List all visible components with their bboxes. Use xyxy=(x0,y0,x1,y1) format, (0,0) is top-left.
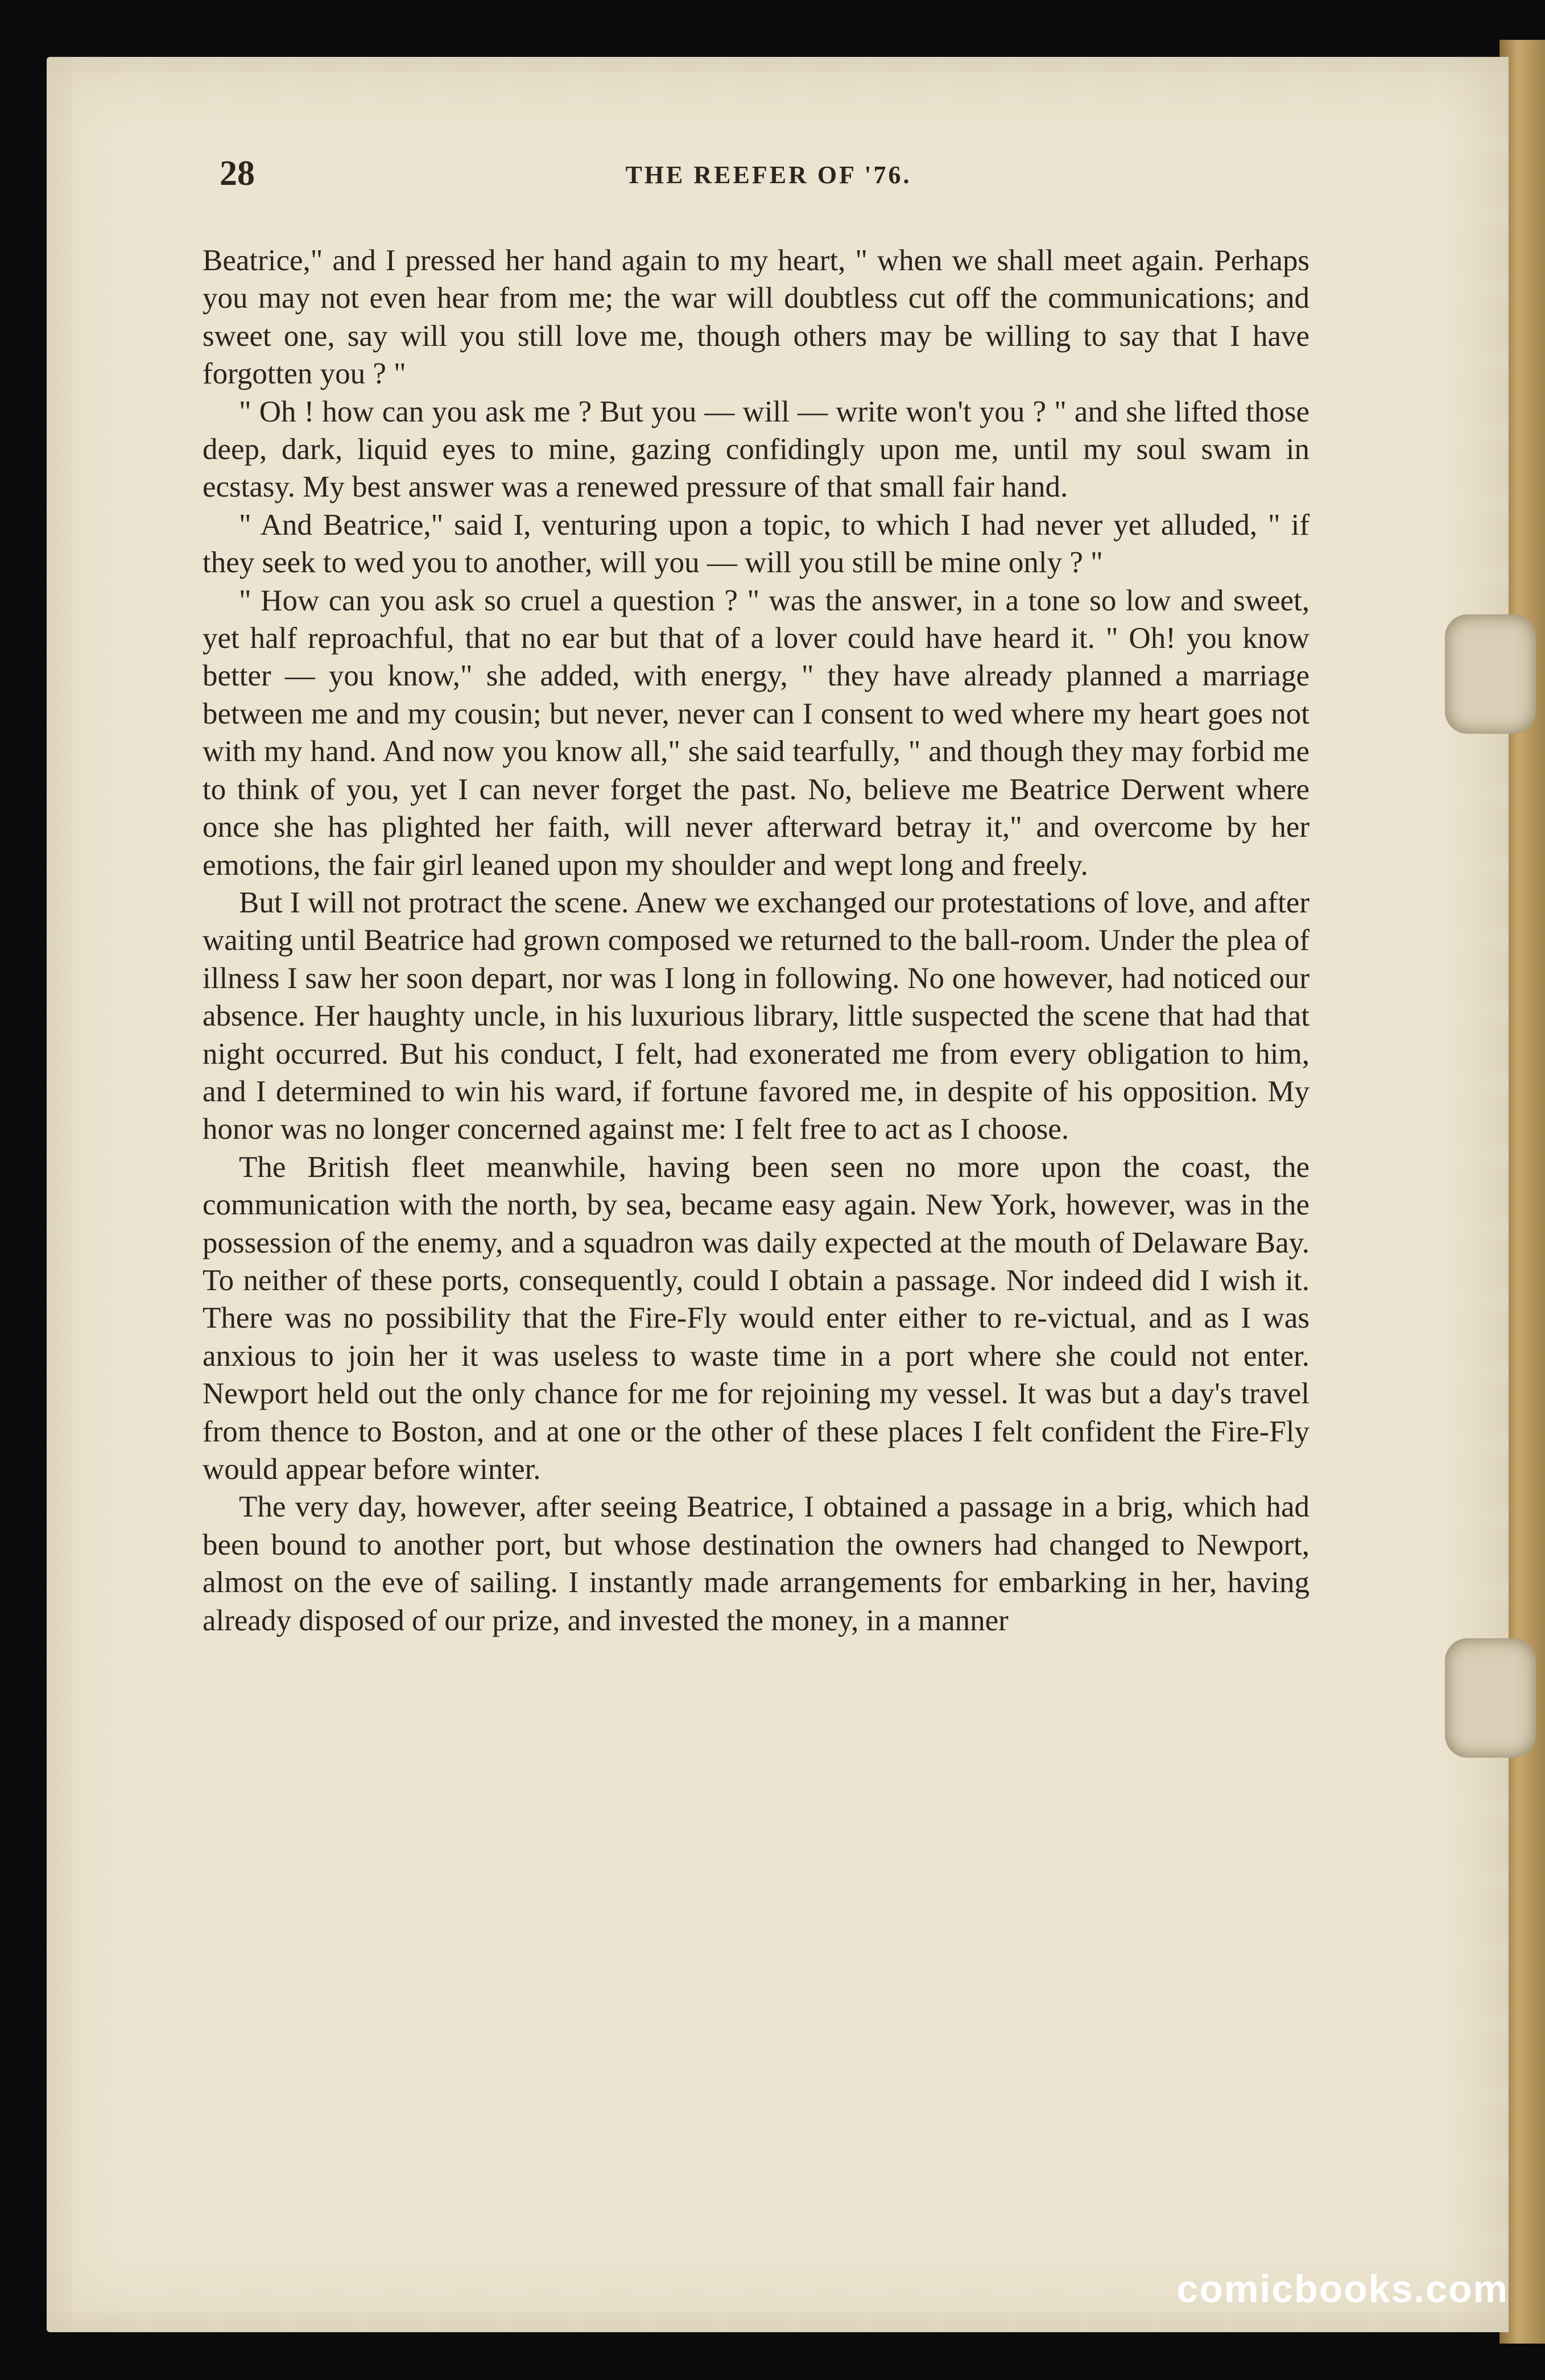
binding-tab-upper xyxy=(1445,614,1536,734)
paragraph: But I will not protract the scene. Anew we exchanged our protestations of love, and after waiting until Beatrice had grown composed we returned to the ball-room. Under the plea of illness I saw her soon depart, nor was I long in following. No one however, had noticed our absence. Her haughty uncle, in his luxurious library, little suspected the scene that had that night occurred. But his conduct, I felt, had exonerated me from every obligation to him, and I determined to win his ward, if fortune favored me, in despite of his opposition. My honor was no longer concerned against me: I felt free to act as I choose. xyxy=(203,886,1309,1146)
body-text xyxy=(203,242,1309,1639)
paragraph: " How can you ask so cruel a question ? " was the answer, in a tone so low and sweet, yet half reproachful, that no ear but that of a lover could have heard it. " Oh! you know better — you know," she added, with energy, " they have already planned a marriage between me and my cousin; but never, never can I consent to wed where my heart goes not with my hand. And now you know all," she said tearfully, " and though they may forbid me to think of you, yet I can never forget the past. No, believe me Beatrice Derwent where once she has plighted her faith, will never afterward betray it," and overcome by her emotions, the fair girl leaned upon my shoulder and wept long and freely. xyxy=(203,584,1309,882)
paragraph: The British fleet meanwhile, having been seen no more upon the coast, the communication with the north, by sea, became easy again. New York, however, was in the possession of the enemy, and a squadron was daily expected at the mouth of Delaware Bay. To neither of these ports, consequently, could I obtain a passage. Nor indeed did I wish it. There was no possibility that the Fire-Fly would enter either to re-victual, and as I was anxious to join her it was useless to waste time in a port where she could not enter. Newport held out the only chance for me for rejoining my vessel. It was but a day's travel from thence to Boston, and at one or the other of these places I felt confident the Fire-Fly would appear before winter. xyxy=(203,1150,1309,1486)
paragraph: " And Beatrice," said I, venturing upon a topic, to which I had never yet alluded, " if they seek to wed you to another, will you — will you still be mine only ? " xyxy=(203,508,1309,580)
watermark: comicbooks.com xyxy=(1176,2267,1509,2311)
page-header xyxy=(220,154,1317,205)
running-title: THE REEFER OF '76. xyxy=(625,161,912,189)
binding-tab-lower xyxy=(1445,1638,1536,1758)
paragraph: " Oh ! how can you ask me ? But you — will — write won't you ? " and she lifted those deep, dark, liquid eyes to mine, gazing confidingly upon me, until my soul swam in ecstasy. My best answer was a renewed pressure of that small fair hand. xyxy=(203,395,1309,504)
page-number: 28 xyxy=(220,154,255,193)
paragraph: The very day, however, after seeing Beatrice, I obtained a passage in a brig, which had been bound to another port, but whose destination the owners had changed to Newport, almost on the eve of sailing. I instantly made arrangements for embarking in her, having already disposed of our prize, and invested the money, in a manner xyxy=(203,1490,1309,1637)
paragraph: Beatrice," and I pressed her hand again to my heart, " when we shall meet again. Perhaps you may not even hear from me; the war will doubtless cut off the communications; and sweet one, say will you still love me, though others may be willing to say that I have forgotten you ? " xyxy=(203,244,1309,391)
